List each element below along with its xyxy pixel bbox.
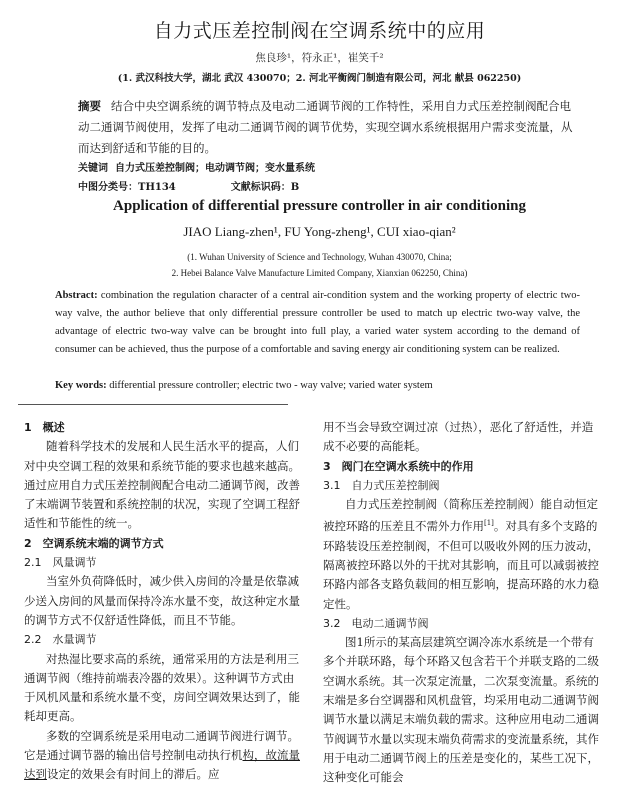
section-3-2-paragraph: 图1所示的某高层建筑空调冷冻水系统是一个带有多个并联环路，每个环路又包含若干个并联支路的二级空调水系统。其一次泵定流量，二次泵变流量。系统的末端是多台空调器和风机盘管，均采用电动二通调节阀调节水量以满足末端负载的需求。这种应用电动二通调节阀调节水量以实现末端负荷需求的变流量系统，其作用于电动二通调节阀上的压差是变化的，某些工况下，这种变化可能会 xyxy=(323,635,599,785)
section-2-1-heading: 2.1 风量调节 xyxy=(24,556,97,570)
section-2-1-paragraph: 当室外负荷降低时，减少供入房间的冷量是依靠减少送入房间的风量而保持冷冻水量不变，故这种定水量的调节方式不仅舒适性降低，而且不节能。 xyxy=(24,574,300,627)
divider xyxy=(18,404,288,405)
section-2-2-paragraph-1: 对热湿比要求高的系统，通常采用的方法是利用三通调节阀（维持前端表冷器的效果）。这种调节方式由于风机风量和系统水量不变，房间空调效果达到了，能耗却更高。 xyxy=(24,651,300,724)
section-3-heading: 3 阀门在空调水系统中的作用 xyxy=(323,459,474,473)
abstract-cn-text: 结合中央空调系统的调节特点及电动二通调节阀的工作特性，采用自力式压差控制阀配合电动二通调节阀使用，发挥了电动二通调节阀的调节优势，实现空调水系统根据用户需求变流量，从而达到舒适和节能的目的。 xyxy=(78,99,573,155)
abstract-en-text: combination the regulation character of a central air-condition system and the working property of electric two-way valve, the author believe that only differential pressure controller be used to match up electric two-way valve, the advantage of electric two-way valve can be brought into full play, a varied water system according to the demand of consumer can be achieved, thus the purpose of a comfortable and saving energy air conditioning system can be realized. xyxy=(55,290,580,355)
section-3-2-heading: 3.2 电动二通调节阀 xyxy=(323,616,429,630)
left-column xyxy=(24,418,300,785)
section-1-paragraph: 随着科学技术的发展和人民生活水平的提高，人们对中央空调工程的效果和系统节能的要求也越来越高。通过应用自力式压差控制阀配合电动二通调节阀，改善了末端调节装置和系统控制的状况，实现了空调工程舒适性和节能性的统一。 xyxy=(24,439,300,531)
paper-title-en: Application of differential pressure controller in air conditioning xyxy=(113,198,526,214)
clc-label: 中图分类号： xyxy=(78,182,138,193)
keywords-en-label: Key words: xyxy=(55,380,107,391)
citation-ref: [1] xyxy=(484,519,494,528)
doc-code-value: B xyxy=(290,182,300,193)
section-2-heading: 2 空调系统末端的调节方式 xyxy=(24,536,164,550)
keywords-cn-label: 关键词 xyxy=(78,163,108,174)
section-2-2-heading: 2.2 水量调节 xyxy=(24,633,97,647)
section-3-1-heading: 3.1 自力式压差控制阀 xyxy=(323,478,440,492)
doc-code-label: 文献标识码： xyxy=(230,182,291,193)
affiliation-en-2: 2. Hebei Balance Valve Manufacture Limited Company, Xianxian 062250, China) xyxy=(171,268,468,278)
classification-line xyxy=(78,178,299,193)
authors-cn: 焦良珍¹，符永正¹，崔笑千² xyxy=(255,52,384,64)
section-1-heading: 1 概述 xyxy=(24,421,65,434)
keywords-cn xyxy=(78,159,315,174)
right-column xyxy=(323,418,599,787)
clc-value: TH134 xyxy=(138,182,176,193)
paper-title-cn: 自力式压差控制阀在空调系统中的应用 xyxy=(153,20,486,42)
abstract-cn xyxy=(78,96,578,159)
s31-para-b: 。对具有多个支路的环路装设压差控制阀，不但可以吸收外网的压力波动，隔离被控环路以外的干扰对其影响，而且可以减弱被控环路内部各支路负载间的相互影响，提高环路的水力稳定性。 xyxy=(323,519,599,611)
authors-en: JIAO Liang-zhen¹, FU Yong-zheng¹, CUI xiao-qian² xyxy=(183,224,456,239)
keywords-en-text: differential pressure controller; electric two - way valve; varied water system xyxy=(109,380,433,391)
keywords-en xyxy=(55,380,433,391)
section-2-2-paragraph-2 xyxy=(24,727,300,785)
s22-para2-c: 设定的效果会有时间上的滞后。应 xyxy=(47,767,220,782)
s22-para2-underlined: 构，故流量达到 xyxy=(24,748,300,782)
s22-para2-a: 多数的空调系统是采用电动二通调节阀进行调节。它是通过调节器的输出信号控制电动执行机 xyxy=(24,728,299,763)
abstract-en-label: Abstract: xyxy=(55,290,98,301)
keywords-cn-text: 自力式压差控制阀；电动调节阀；变水量系统 xyxy=(114,163,315,174)
abstract-en xyxy=(55,287,580,359)
section-3-1-paragraph xyxy=(323,495,599,614)
affiliations-cn: (1. 武汉科技大学，湖北 武汉 430070；2. 河北平衡阀门制造有限公司，河北 献县 062250) xyxy=(117,73,522,84)
abstract-cn-label: 摘要 xyxy=(78,99,101,113)
s31-para-a: 自力式压差控制阀（简称压差控制阀）能自动恒定被控环路的压差且不需外力作用 xyxy=(323,497,598,534)
continued-paragraph: 用不当会导致空调过凉（过热），恶化了舒适性，并造成不必要的高能耗。 xyxy=(323,420,594,454)
affiliation-en-1: (1. Wuhan University of Science and Technology, Wuhan 430070, China; xyxy=(187,252,452,262)
